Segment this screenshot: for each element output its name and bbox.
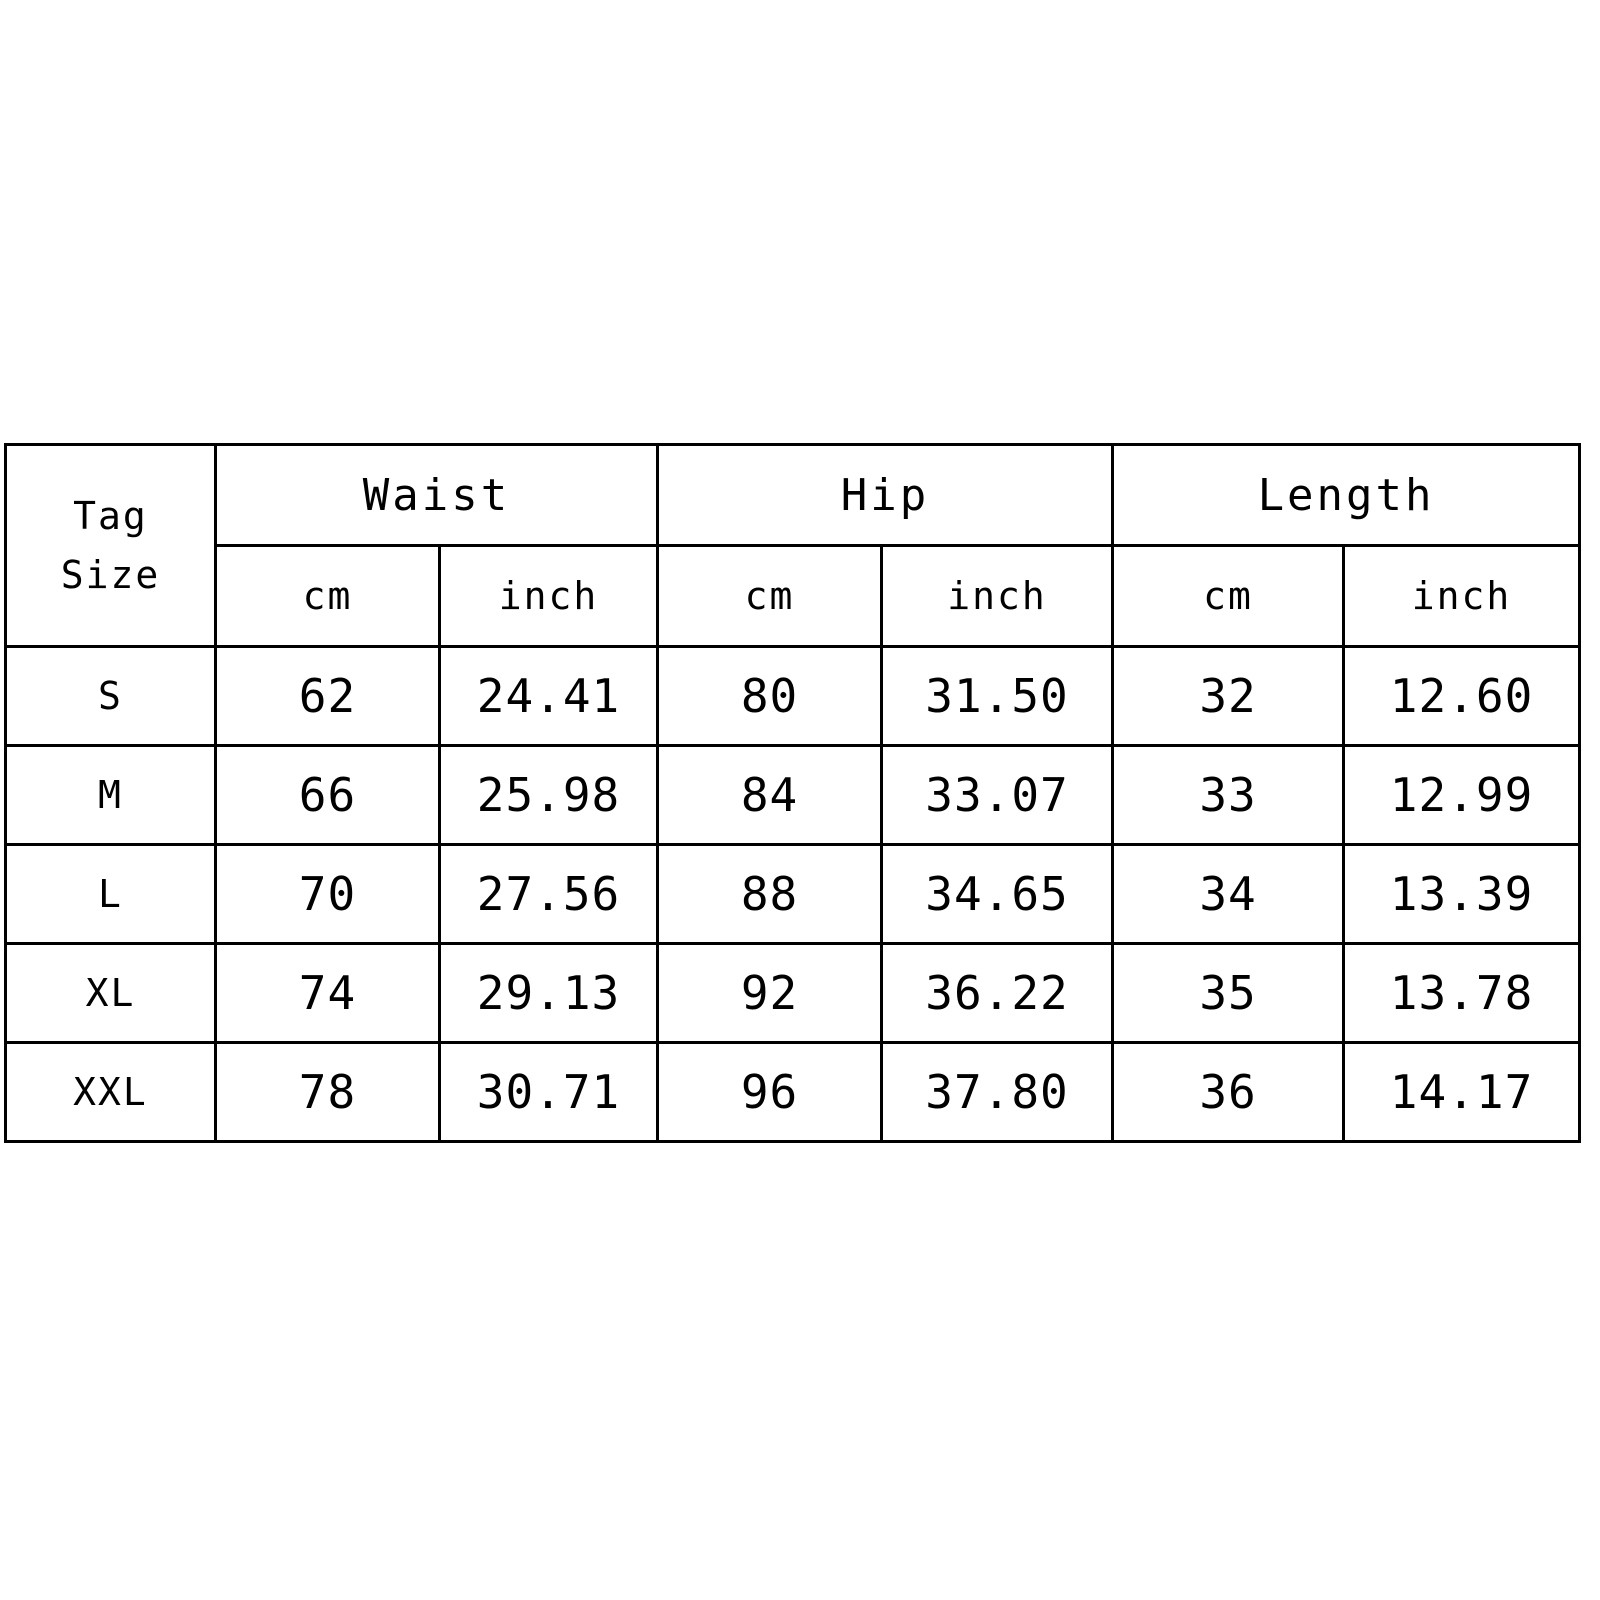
length-inch-value: 12.99 bbox=[1344, 746, 1580, 845]
hip-cm-value: 88 bbox=[658, 845, 882, 944]
waist-inch-value: 25.98 bbox=[440, 746, 658, 845]
table-row bbox=[6, 845, 1580, 944]
length-cm-value: 36 bbox=[1113, 1043, 1344, 1142]
table-row bbox=[6, 1043, 1580, 1142]
waist-cm-value: 62 bbox=[216, 647, 440, 746]
hip-inch-value: 36.22 bbox=[882, 944, 1113, 1043]
tag-size-header-line-2: Size bbox=[60, 552, 161, 597]
length-cm-value: 35 bbox=[1113, 944, 1344, 1043]
size-label: L bbox=[6, 845, 216, 944]
waist-inch-value: 27.56 bbox=[440, 845, 658, 944]
waist-inch-value: 29.13 bbox=[440, 944, 658, 1043]
length-inch-value: 13.39 bbox=[1344, 845, 1580, 944]
length-inch-value: 14.17 bbox=[1344, 1043, 1580, 1142]
size-chart-table bbox=[4, 443, 1581, 1143]
waist-cm-value: 74 bbox=[216, 944, 440, 1043]
size-label: XXL bbox=[6, 1043, 216, 1142]
group-header-waist: Waist bbox=[216, 445, 658, 546]
hip-inch-value: 31.50 bbox=[882, 647, 1113, 746]
table-header-row-units bbox=[6, 546, 1580, 647]
hip-cm-value: 92 bbox=[658, 944, 882, 1043]
group-header-hip: Hip bbox=[658, 445, 1113, 546]
unit-header-hip-cm: cm bbox=[658, 546, 882, 647]
size-label: M bbox=[6, 746, 216, 845]
waist-cm-value: 70 bbox=[216, 845, 440, 944]
hip-cm-value: 96 bbox=[658, 1043, 882, 1142]
unit-header-hip-inch: inch bbox=[882, 546, 1113, 647]
hip-inch-value: 33.07 bbox=[882, 746, 1113, 845]
hip-inch-value: 37.80 bbox=[882, 1043, 1113, 1142]
unit-header-waist-cm: cm bbox=[216, 546, 440, 647]
size-label: XL bbox=[6, 944, 216, 1043]
tag-size-header-cell bbox=[6, 445, 216, 647]
unit-header-waist-inch: inch bbox=[440, 546, 658, 647]
unit-header-length-cm: cm bbox=[1113, 546, 1344, 647]
waist-inch-value: 30.71 bbox=[440, 1043, 658, 1142]
tag-size-header-line-1: Tag bbox=[73, 493, 148, 538]
waist-inch-value: 24.41 bbox=[440, 647, 658, 746]
length-inch-value: 13.78 bbox=[1344, 944, 1580, 1043]
table-row bbox=[6, 647, 1580, 746]
size-chart-container bbox=[4, 443, 1560, 1143]
waist-cm-value: 78 bbox=[216, 1043, 440, 1142]
length-inch-value: 12.60 bbox=[1344, 647, 1580, 746]
table-row bbox=[6, 746, 1580, 845]
table-header-row-groups bbox=[6, 445, 1580, 546]
hip-cm-value: 80 bbox=[658, 647, 882, 746]
group-header-length: Length bbox=[1113, 445, 1580, 546]
table-row bbox=[6, 944, 1580, 1043]
size-label: S bbox=[6, 647, 216, 746]
unit-header-length-inch: inch bbox=[1344, 546, 1580, 647]
length-cm-value: 32 bbox=[1113, 647, 1344, 746]
hip-inch-value: 34.65 bbox=[882, 845, 1113, 944]
hip-cm-value: 84 bbox=[658, 746, 882, 845]
waist-cm-value: 66 bbox=[216, 746, 440, 845]
length-cm-value: 33 bbox=[1113, 746, 1344, 845]
length-cm-value: 34 bbox=[1113, 845, 1344, 944]
